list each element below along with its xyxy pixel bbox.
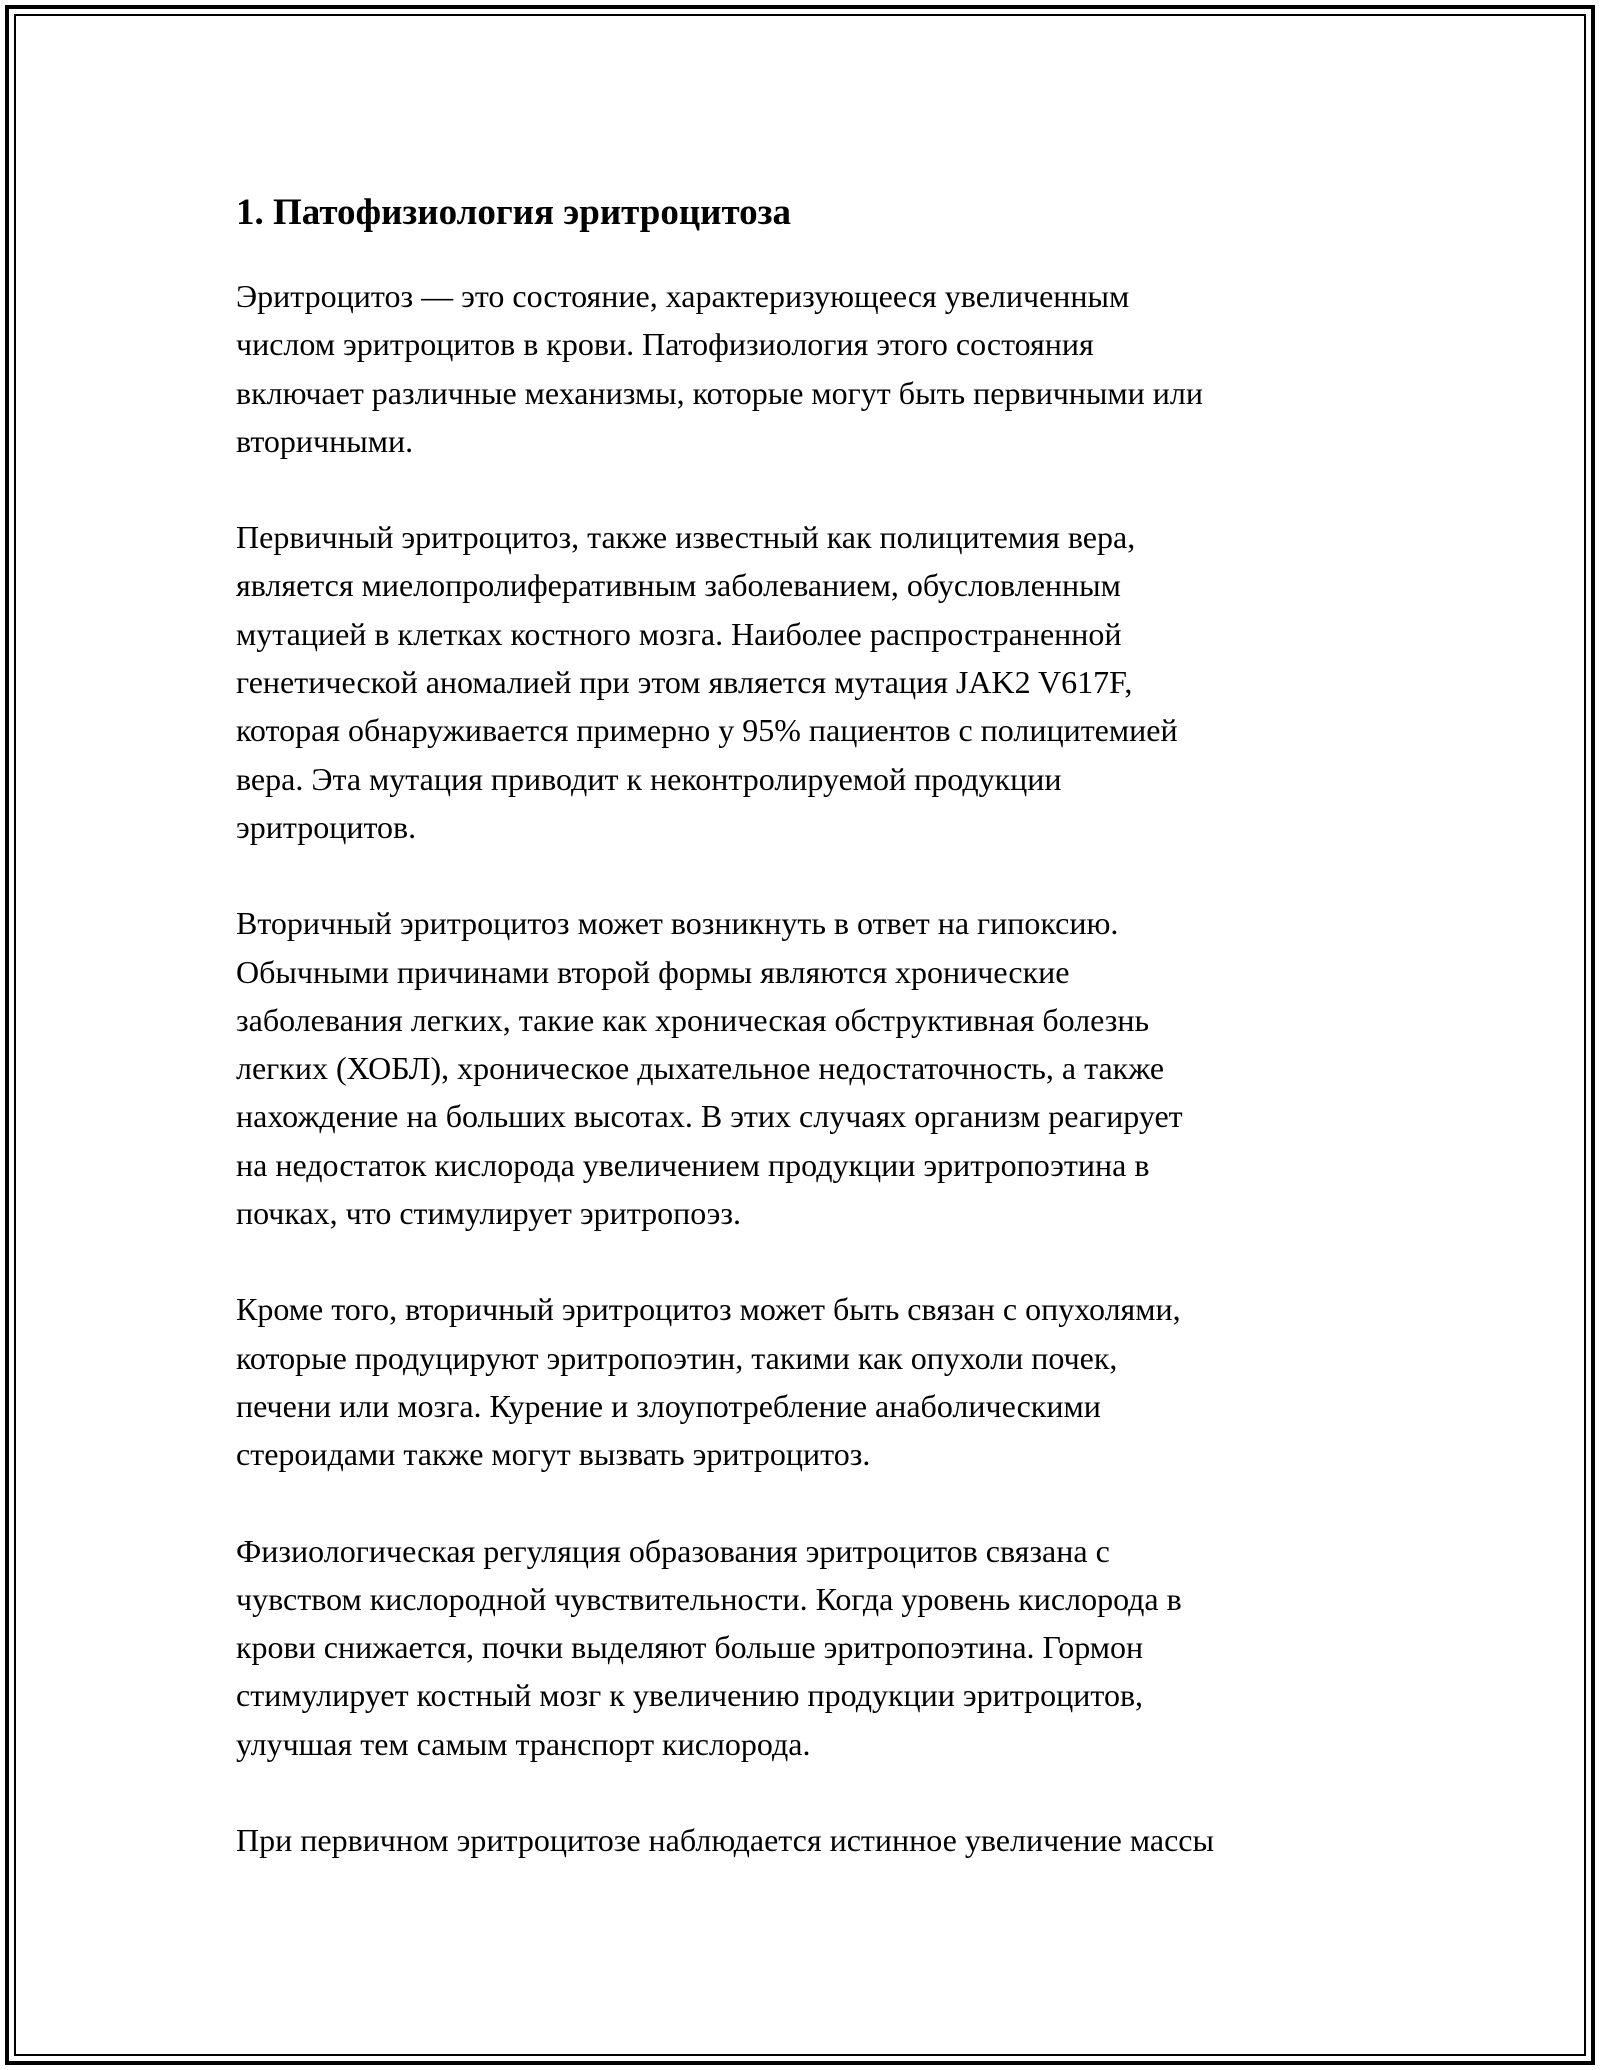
text-line: которая обнаруживается примерно у 95% пациентов с полицитемией	[236, 712, 1178, 749]
text-line: Эритроцитоз — это состояние, характеризующееся увеличенным	[236, 278, 1130, 314]
text-line: почках, что стимулирует эритропоэз.	[236, 1195, 742, 1232]
text-line: Вторичный эритроцитоз может возникнуть в ответ на гипоксию.	[236, 905, 1119, 942]
text-line: Кроме того, вторичный эритроцитоз может быть связан с опухолями,	[236, 1291, 1181, 1328]
paragraph-secondary-erythrocytosis	[236, 899, 1376, 1237]
text-line: которые продуцируют эритропоэтин, такими как опухоли почек,	[236, 1339, 1118, 1376]
paragraph-primary-erythrocytosis	[236, 513, 1376, 851]
text-line: улучшая тем самым транспорт кислорода.	[236, 1725, 811, 1762]
text-line: Физиологическая регуляция образования эритроцитов связана с	[236, 1532, 1110, 1569]
text-line: чувством кислородной чувствительности. Когда уровень кислорода в	[236, 1580, 1182, 1617]
text-line: стимулирует костный мозг к увеличению продукции эритроцитов,	[236, 1677, 1144, 1714]
text-line: стероидами также могут вызвать эритроцитоз.	[236, 1436, 871, 1473]
document-body	[236, 186, 1376, 1912]
text-line: включает различные механизмы, которые могут быть первичными или	[236, 374, 1204, 411]
paragraph-tumors	[236, 1285, 1376, 1478]
section-heading: 1. Патофизиология эритроцитоза	[236, 192, 792, 233]
text-line: является миелопролиферативным заболеванием, обусловленным	[236, 567, 1121, 604]
paragraph-regulation	[236, 1527, 1376, 1768]
paragraph-primary-mass	[236, 1816, 1376, 1864]
paragraph-intro	[236, 272, 1376, 465]
text-line: Обычными причинами второй формы являются хронические	[236, 953, 1070, 990]
text-line: заболевания легких, такие как хроническая обструктивная болезнь	[236, 1001, 1150, 1038]
text-line: вера. Эта мутация приводит к неконтролируемой продукции	[236, 760, 1062, 797]
text-line: мутацией в клетках костного мозга. Наиболее распространенной	[236, 615, 1122, 652]
text-line: легких (ХОБЛ), хроническое дыхательное недостаточность, а также	[236, 1050, 1165, 1087]
text-line: генетической аномалией при этом является мутация JAK2 V617F,	[236, 664, 1133, 701]
text-line: на недостаток кислорода увеличением продукции эритропоэтина в	[236, 1146, 1150, 1183]
text-line: При первичном эритроцитозе наблюдается истинное увеличение массы	[236, 1822, 1214, 1859]
text-line: нахождение на больших высотах. В этих случаях организм реагирует	[236, 1098, 1183, 1135]
text-line: крови снижается, почки выделяют больше эритропоэтина. Гормон	[236, 1629, 1144, 1666]
text-line: вторичными.	[236, 422, 414, 459]
text-line: числом эритроцитов в крови. Патофизиология этого состояния	[236, 326, 1094, 363]
text-line: эритроцитов.	[236, 808, 417, 845]
text-line: Первичный эритроцитоз, также известный как полицитемия вера,	[236, 519, 1136, 556]
text-line: печени или мозга. Курение и злоупотребление анаболическими	[236, 1387, 1101, 1424]
